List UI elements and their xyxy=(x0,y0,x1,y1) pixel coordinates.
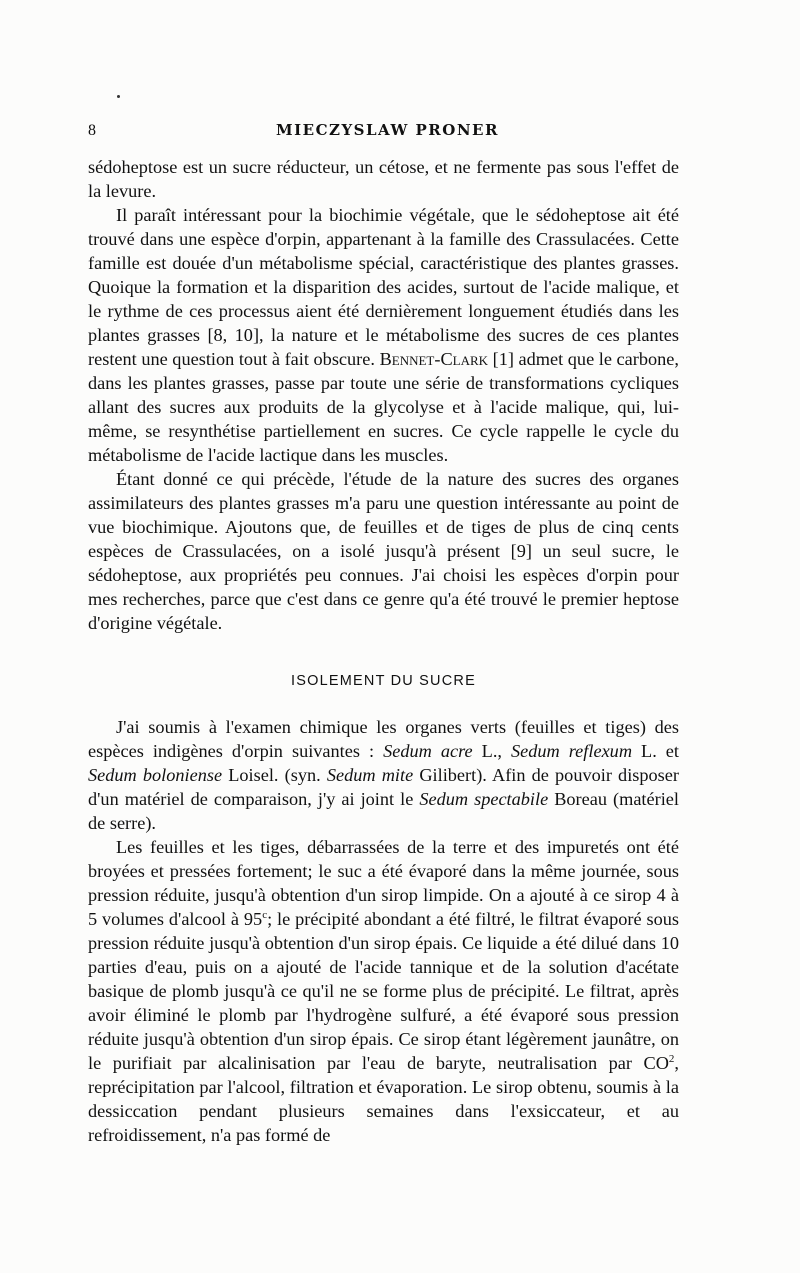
page-header xyxy=(88,122,687,142)
species-name: Sedum spectabile xyxy=(419,789,549,809)
species-name: Sedum mite xyxy=(326,765,414,785)
page-number: 8 xyxy=(88,122,96,139)
paragraph-text: J'ai soumis à l'examen chimique les organes verts (feuilles et tiges) des espèces indigènes d'orpin suivantes : xyxy=(88,717,679,761)
superscript: 2 xyxy=(668,1052,675,1065)
body-text-bottom xyxy=(88,715,679,1147)
author-name: Bennet-Clark xyxy=(379,349,489,369)
paragraph-etant-donne: Étant donné ce qui précède, l'étude de la nature des sucres des organes assimilateurs des plantes grasses m'a paru une question intéressante au point de vue biochimique. Ajoutons que, de feuilles et de tiges de plus de cinq cents espèces de Crassulacées, on a isolé jusqu'à présent [9] un seul sucre, le sédoheptose, aux propriétés peu connues. J'ai choisi les espèces d'orpin pour mes recherches, parce que c'est dans ce genre qu'a été trouvé le premier heptose d'origine végétale. xyxy=(88,469,679,633)
species-name: Sedum acre xyxy=(383,741,473,761)
paragraph-text: L. et xyxy=(632,741,679,761)
ink-speck xyxy=(117,95,120,98)
section-heading: ISOLEMENT DU SUCRE xyxy=(291,673,476,689)
paragraph-text: [1] admet que le carbone, dans les plantes grasses, passe par toute une série de transformations cycliques allant des sucres aux produits de la glycolyse et à l'acide malique, qui, lui-même, se resynthétise partiellement en sucres. Ce cycle rappelle le cycle du métabolisme de l'acide lactique dans les muscles. xyxy=(88,349,679,465)
paragraph-text: , reprécipitation par l'alcool, filtration et évaporation. Le sirop obtenu, soumis à la dessiccation pendant plusieurs semaines dans l'exsiccateur, et au refroidissement, n'a pas formé de xyxy=(88,1053,679,1145)
paragraph-text: Les feuilles et les tiges, débarrassées de la terre et des impuretés ont été broyées et pressées fortement; le suc a été évaporé dans la même journée, sous pression réduite, jusqu'à obtention d'un sirop limpide. On a ajouté à ce sirop 4 à 5 volumes d'alcool à 95 xyxy=(88,837,679,929)
paragraph-text: Loisel. (syn. xyxy=(222,765,327,785)
paragraph-continued: sédoheptose est un sucre réducteur, un cétose, et ne fermente pas sous l'effet de la levure. xyxy=(88,157,679,201)
paragraph-text: Gilibert). Afin de pouvoir disposer d'un matériel de comparaison, j'y ai joint le xyxy=(88,765,679,809)
paragraph-procedure xyxy=(88,835,679,1147)
running-title: MIECZYSLAW PRONER xyxy=(276,121,499,139)
body-text-top xyxy=(88,155,679,635)
paragraph-text: L., xyxy=(472,741,511,761)
paragraph-text: Il paraît intéressant pour la biochimie végétale, que le sédoheptose ait été trouvé dans une espèce d'orpin, appartenant à la famille des Crassulacées. Cette famille est douée d'un métabolisme spécial, caractéristique des plantes grasses. Quoique la formation et la disparition des acides, surtout de l'acide malique, et le rythme de ces processus aient été dernièrement longuement étudiés dans les plantes grasses [8, 10], la nature et le métabolisme des sucres de ces plantes restent une question tout à fait obscure. xyxy=(88,205,679,369)
paragraph-crassulacees xyxy=(88,203,679,467)
paragraph-text: Boreau (matériel de serre). xyxy=(88,789,679,833)
superscript: c xyxy=(262,908,268,921)
species-name: Sedum boloniense xyxy=(88,765,223,785)
species-name: Sedum reflexum xyxy=(511,741,633,761)
paragraph-especes xyxy=(88,715,679,835)
paragraph-text: ; le précipité abondant a été filtré, le filtrat évaporé sous pression réduite jusqu'à obtention d'un sirop épais. Ce liquide a été dilué dans 10 parties d'eau, puis on a ajouté de l'acide tannique et de la solution d'acétate basique de plomb jusqu'à ce qu'il ne se forme plus de précipité. Le filtrat, après avoir éliminé le plomb par l'hydrogène sulfuré, a été évaporé sous pression réduite jusqu'à obtention d'un sirop épais. Ce sirop étant légèrement jaunâtre, on le purifiait par alcalinisation par l'eau de baryte, neutralisation par CO xyxy=(88,909,679,1073)
